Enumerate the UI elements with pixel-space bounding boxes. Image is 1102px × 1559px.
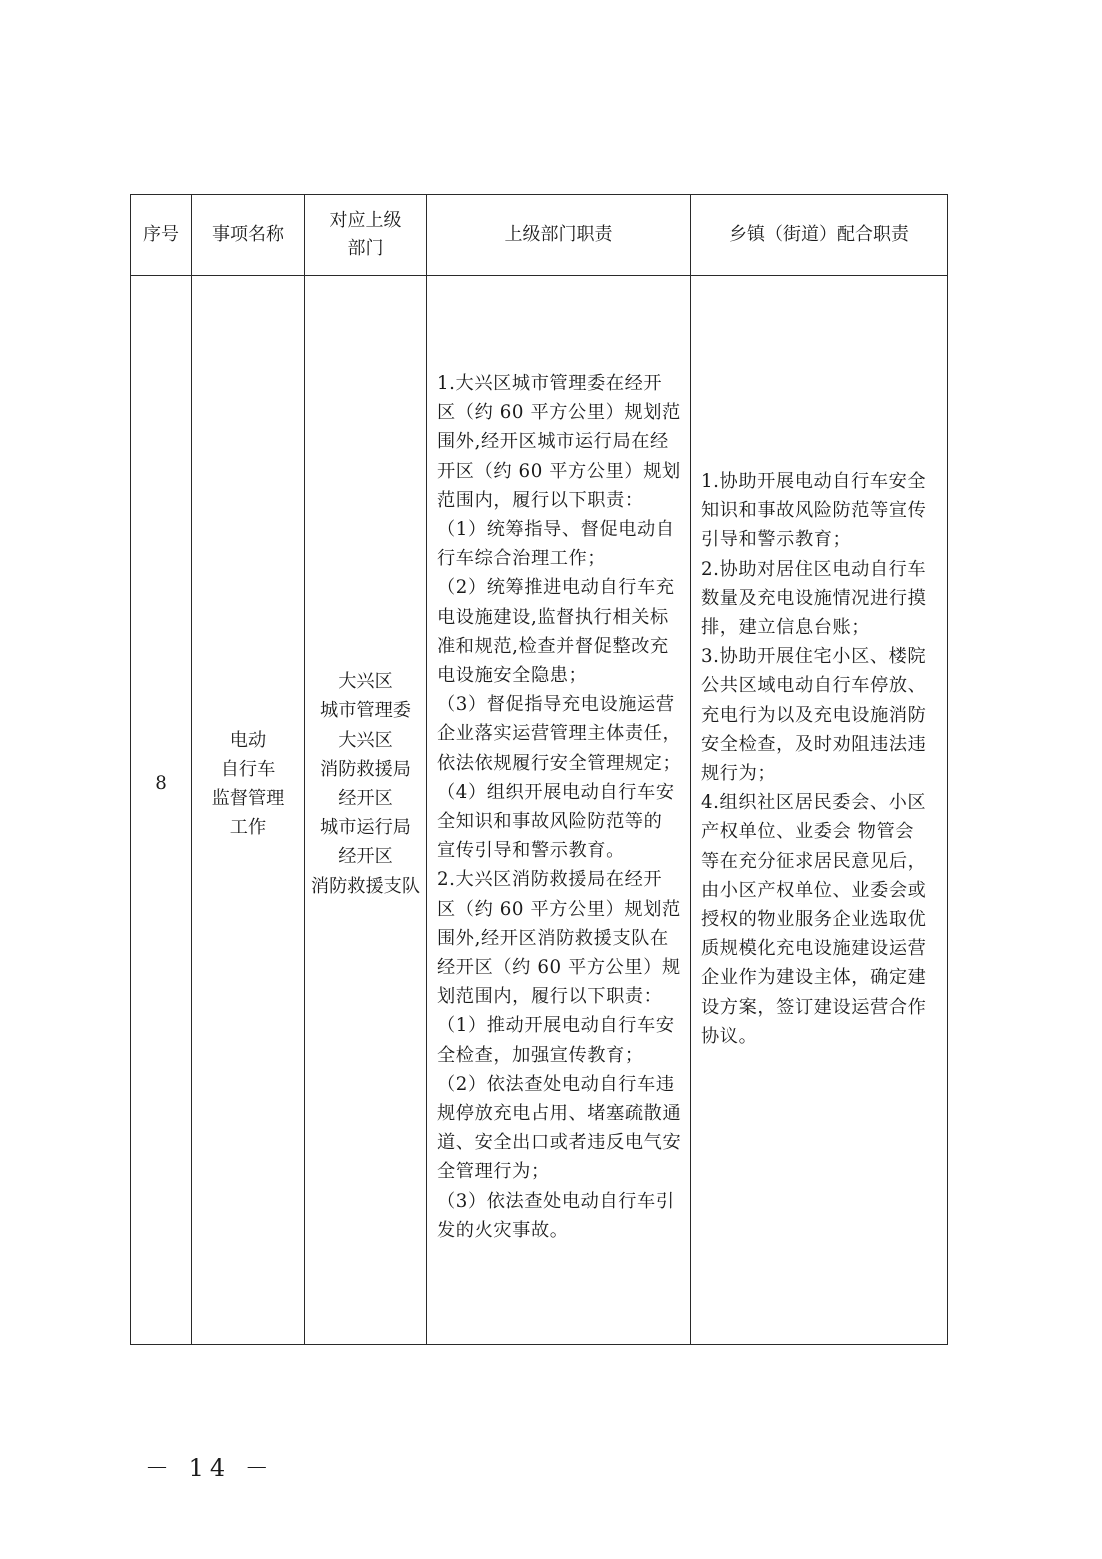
duty-line: 全知识和事故风险防范等的 <box>437 811 663 832</box>
duty-line: 规行为； <box>701 763 777 784</box>
dept-line: 大兴区 <box>338 729 393 751</box>
duty-line: 2.大兴区消防救援局在经开 <box>437 869 663 891</box>
duty-line: 行车综合治理工作； <box>437 548 607 570</box>
duty-line: （1）推动开展电动自行车安 <box>437 1015 675 1037</box>
town-duties-text <box>701 467 938 1051</box>
item-name-line: 监督管理 <box>211 788 285 809</box>
cell-upper-duties <box>427 276 691 1345</box>
item-name-line: 自行车 <box>220 758 276 780</box>
duty-line: 充电行为以及充电设施消防 <box>701 704 927 726</box>
duty-line: 准和规范,检查并督促整改充 <box>437 635 669 657</box>
duty-line: （3）依法查处电动自行车引 <box>437 1190 675 1212</box>
duty-line: 划范围内，履行以下职责： <box>437 986 663 1008</box>
cell-seq <box>131 276 192 1345</box>
duty-line: 质规模化充电设施建设运营 <box>701 938 927 960</box>
page-number: － 14 － <box>145 1454 275 1482</box>
duty-line: 协议。 <box>701 1025 758 1047</box>
duty-line: 设方案，签订建设运营合作 <box>701 996 927 1018</box>
duty-table <box>130 194 948 1345</box>
duty-line: （2）依法查处电动自行车违 <box>437 1073 675 1095</box>
dept-line: 经开区 <box>338 788 393 809</box>
duty-line: 全检查，加强宣传教育； <box>437 1044 644 1066</box>
duty-line: 授权的物业服务企业选取优 <box>701 909 927 931</box>
dept-line: 城市管理委 <box>320 700 411 722</box>
cell-item-name <box>192 276 305 1345</box>
dept-line: 消防救援支队 <box>310 875 421 897</box>
cell-dept <box>305 276 427 1345</box>
duty-line: 电设施建设,监督执行相关标 <box>437 606 669 628</box>
duty-line: 1.协助开展电动自行车安全 <box>701 470 927 492</box>
duty-line: 数量及充电设施情况进行摸 <box>701 587 927 609</box>
duty-line: 1.大兴区城市管理委在经开 <box>437 372 663 394</box>
table-header-row <box>131 195 948 276</box>
duty-line: 发的火灾事故。 <box>437 1219 569 1241</box>
header-upper-duties: 上级部门职责 <box>427 195 691 276</box>
duty-line: 公共区域电动自行车停放、 <box>701 675 927 697</box>
duty-line: （2）统筹推进电动自行车充 <box>437 577 675 599</box>
duty-line: 电设施安全隐患； <box>437 664 588 686</box>
table-row <box>131 276 948 1345</box>
duty-line: （4）组织开展电动自行车安 <box>437 781 675 803</box>
duty-line: 范围内，履行以下职责： <box>437 489 644 511</box>
duty-line: 产权单位、业委会 物管会 <box>701 821 915 843</box>
duty-line: 宣传引导和警示教育。 <box>437 840 625 862</box>
item-name-line: 电动 <box>229 729 267 751</box>
duty-line: 知识和事故风险防范等宣传 <box>701 500 927 522</box>
duty-line: 企业作为建设主体，确定建 <box>701 967 927 989</box>
duty-line: 企业落实运营管理主体责任， <box>437 723 682 745</box>
header-town-duties: 乡镇（街道）配合职责 <box>691 195 948 276</box>
duty-line: 围外,经开区城市运行局在经 <box>437 431 669 453</box>
duty-line: 区（约 60 平方公里）规划范 <box>437 402 681 424</box>
duty-line: 经开区（约 60 平方公里）规 <box>437 957 681 979</box>
duty-line: 开区（约 60 平方公里）规划 <box>437 460 681 482</box>
duty-line: 3.协助开展住宅小区、楼院 <box>701 646 927 668</box>
duty-line: 依法依规履行安全管理规定； <box>437 752 682 774</box>
duty-line: 规停放充电占用、堵塞疏散通 <box>437 1103 682 1125</box>
duty-line: （3）督促指导充电设施运营 <box>437 694 675 716</box>
duty-line: 围外,经开区消防救援支队在 <box>437 927 669 949</box>
duty-line: 区（约 60 平方公里）规划范 <box>437 898 681 920</box>
duty-line: 由小区产权单位、业委会或 <box>701 879 927 901</box>
header-dept-line2: 部门 <box>347 238 384 259</box>
dept-line: 消防救援局 <box>320 758 411 780</box>
duty-line: 引导和警示教育； <box>701 529 852 551</box>
duty-line: 安全检查，及时劝阻违法违 <box>701 733 927 755</box>
duty-line: 全管理行为； <box>437 1161 550 1183</box>
duty-line: 4.组织社区居民委会、小区 <box>701 792 927 814</box>
item-name-line: 工作 <box>229 817 267 839</box>
header-dept-line1: 对应上级 <box>329 210 402 231</box>
cell-town-duties <box>691 276 948 1345</box>
dept-line: 大兴区 <box>338 671 393 693</box>
duty-line: 道、安全出口或者违反电气安 <box>437 1132 682 1154</box>
upper-duties-text <box>437 369 681 1245</box>
duty-line: 等在充分征求居民意见后， <box>701 850 927 872</box>
seq-value: 8 <box>155 773 167 795</box>
dept-line: 经开区 <box>338 846 393 868</box>
header-seq: 序号 <box>131 195 192 276</box>
duty-line: （1）统筹指导、督促电动自 <box>437 518 675 540</box>
duty-line: 2.协助对居住区电动自行车 <box>701 558 927 580</box>
header-dept <box>305 195 427 276</box>
dept-line: 城市运行局 <box>320 817 411 839</box>
duty-line: 排，建立信息台账； <box>701 616 871 638</box>
header-item-name: 事项名称 <box>192 195 305 276</box>
